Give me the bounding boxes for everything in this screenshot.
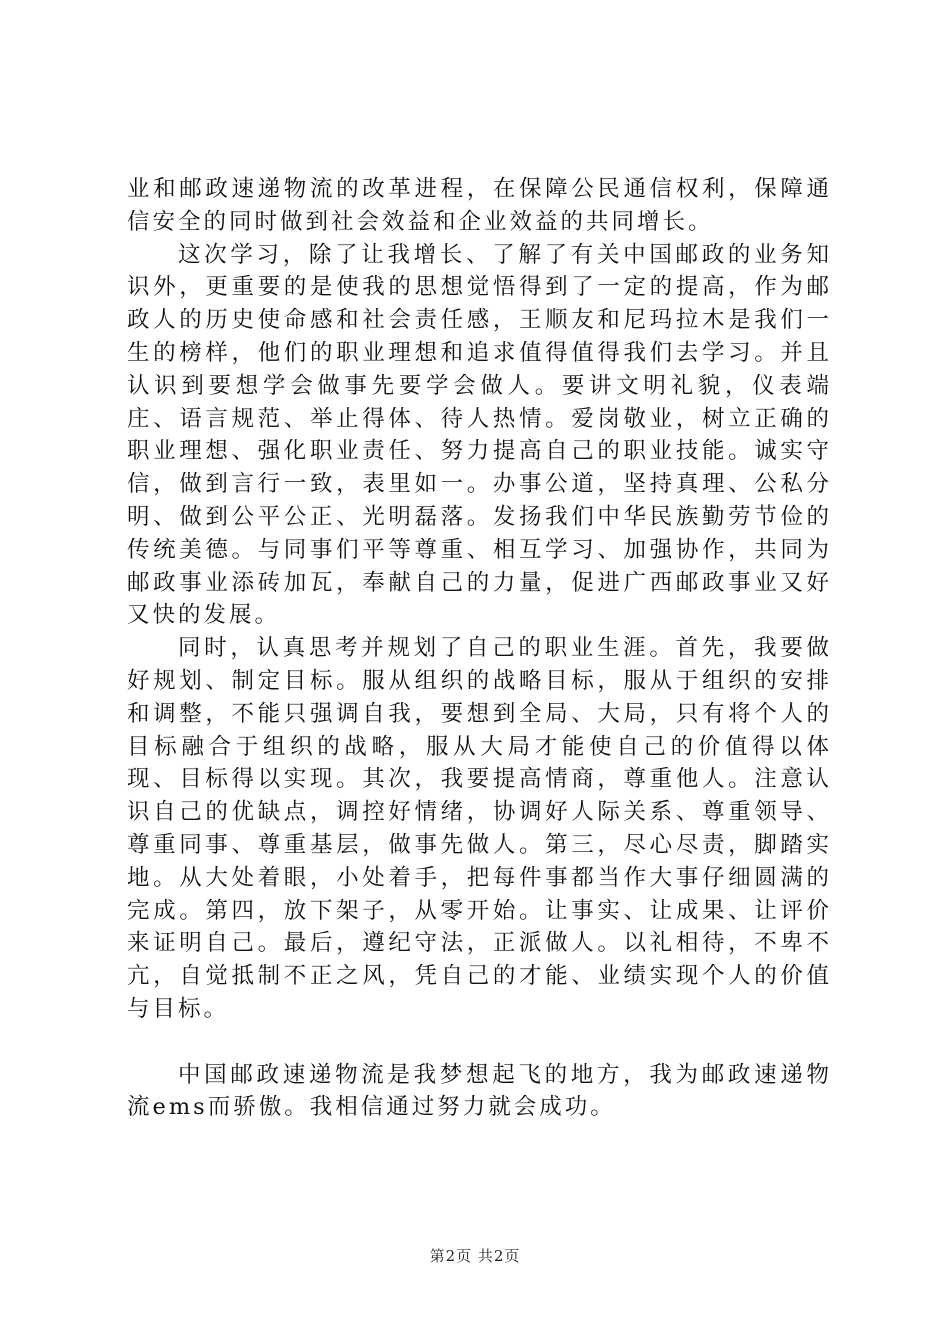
paragraph-continuation: 业和邮政速递物流的改革进程，在保障公民通信权利，保障通信安全的同时做到社会效益和企业效益的共同增长。 — [127, 176, 832, 235]
paragraph-conclusion: 中国邮政速递物流是我梦想起飞的地方，我为邮政速递物流ems而骄傲。我相信通过努力就会成功。 — [127, 1061, 832, 1121]
paragraph-career-planning: 同时，认真思考并规划了自己的职业生涯。首先，我要做好规划、制定目标。服从组织的战略目标，服从于组织的安排和调整，不能只强调自我，要想到全局、大局，只有将个人的目标融合于组织的战略，服从大局才能使自己的价值得以体现、目标得以实现。其次，我要提高情商，尊重他人。注意认识自己的优缺点，调控好情绪，协调好人际关系、尊重领导、尊重同事、尊重基层，做事先做人。第三，尽心尽责，脚踏实地。从大处着眼，小处着手，把每件事都当作大事仔细圆满的完成。第四，放下架子，从零开始。让事实、让成果、让评价来证明自己。最后，遵纪守法，正派做人。以礼相待，不卑不亢，自觉抵制不正之风，凭自己的才能、业绩实现个人的价值与目标。 — [127, 635, 832, 1022]
paragraph-study-reflection: 这次学习，除了让我增长、了解了有关中国邮政的业务知识外，更重要的是使我的思想觉悟得到了一定的提高，作为邮政人的历史使命感和社会责任感，王顺友和尼玛拉木是我们一生的榜样，他们的职业理想和追求值得值得我们去学习。并且认识到要想学会做事先要学会做人。要讲文明礼貌，仪表端庄、语言规范、举止得体、待人热情。爱岗敬业，树立正确的职业理想、强化职业责任、努力提高自己的职业技能。诚实守信，做到言行一致，表里如一。办事公道，坚持真理、公私分明、做到公平公正、光明磊落。发扬我们中华民族勤劳节俭的传统美德。与同事们平等尊重、相互学习、加强协作，共同为邮政事业添砖加瓦，奉献自己的力量，促进广西邮政事业又好又快的发展。 — [127, 241, 832, 629]
document-body — [127, 173, 832, 1124]
page-number-footer: 第2页 共2页 — [429, 1247, 521, 1265]
